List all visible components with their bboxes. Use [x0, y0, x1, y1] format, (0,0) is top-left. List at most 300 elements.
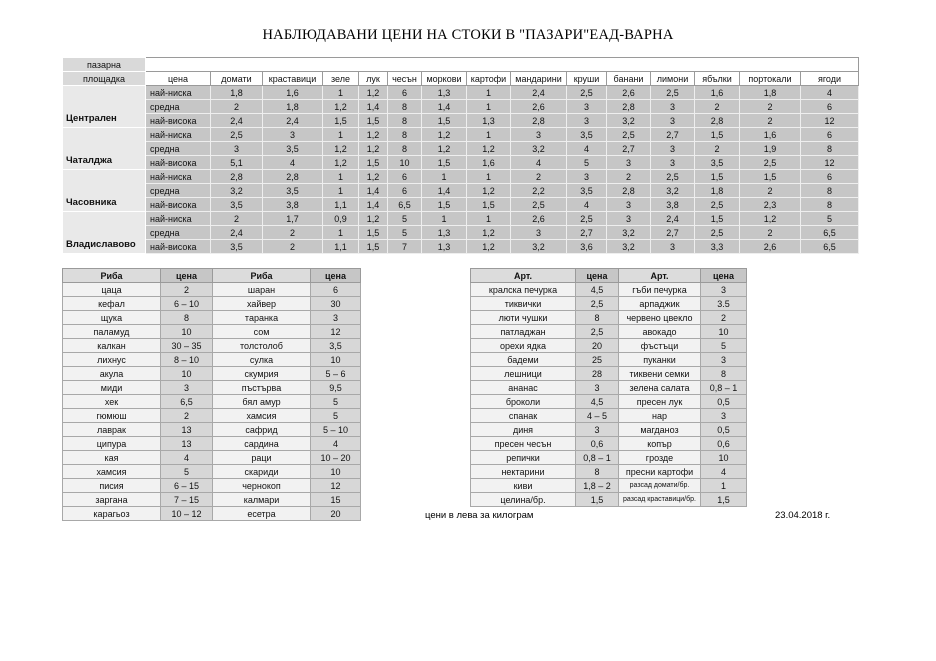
item-name: кралска печурка — [471, 283, 576, 297]
corner-header-line1: пазарна — [63, 58, 146, 72]
price-cell: 6 — [801, 170, 859, 184]
price-cell: 2,4 — [211, 226, 263, 240]
price-cell: 1 — [323, 226, 359, 240]
item-price: 3 — [576, 381, 619, 395]
item-name: спанак — [471, 409, 576, 423]
price-cell: 1,3 — [422, 226, 467, 240]
price-cell: 1,4 — [359, 198, 388, 212]
price-cell: 7 — [388, 240, 422, 254]
price-cell: 1 — [323, 170, 359, 184]
price-cell: 1,5 — [422, 114, 467, 128]
price-cell: 3,5 — [211, 198, 263, 212]
item-name: цаца — [63, 283, 161, 297]
item-name: толстолоб — [213, 339, 311, 353]
price-level: най-ниска — [146, 212, 211, 226]
price-cell: 2 — [263, 240, 323, 254]
price-cell: 1,5 — [740, 170, 801, 184]
item-price: 3.5 — [701, 297, 747, 311]
price-cell: 1 — [323, 184, 359, 198]
item-price: 10 — [311, 353, 361, 367]
subtable-header-item: Риба — [213, 269, 311, 283]
item-name: магданоз — [619, 423, 701, 437]
item-price: 4 — [701, 465, 747, 479]
price-cell: 1,3 — [422, 240, 467, 254]
fish-price-table — [62, 268, 361, 521]
item-name: калкан — [63, 339, 161, 353]
price-cell: 3,5 — [211, 240, 263, 254]
price-cell: 3,2 — [607, 240, 651, 254]
market-name: Централен — [63, 86, 146, 128]
price-cell: 1,2 — [359, 170, 388, 184]
price-cell: 6,5 — [388, 198, 422, 212]
item-name: кефал — [63, 297, 161, 311]
item-name: броколи — [471, 395, 576, 409]
price-level: средна — [146, 226, 211, 240]
price-cell: 2 — [740, 114, 801, 128]
item-price: 30 — [311, 297, 361, 311]
item-name: орехи ядка — [471, 339, 576, 353]
item-price: 4 – 5 — [576, 409, 619, 423]
price-cell: 4 — [511, 156, 567, 170]
price-cell: 8 — [801, 184, 859, 198]
price-level: най-висока — [146, 156, 211, 170]
item-price: 5 — [701, 339, 747, 353]
price-cell: 1 — [323, 128, 359, 142]
price-cell: 12 — [801, 114, 859, 128]
item-price: 3 — [311, 311, 361, 325]
price-cell: 1,2 — [359, 128, 388, 142]
item-name: хамсия — [213, 409, 311, 423]
item-price: 8 – 10 — [161, 353, 213, 367]
price-cell: 1,6 — [467, 156, 511, 170]
price-cell: 1,2 — [467, 226, 511, 240]
item-name: гъби печурка — [619, 283, 701, 297]
item-price: 13 — [161, 437, 213, 451]
column-header-product: моркови — [422, 72, 467, 86]
price-cell: 1,5 — [359, 226, 388, 240]
item-price: 0,5 — [701, 423, 747, 437]
item-name: зелена салата — [619, 381, 701, 395]
item-price: 20 — [576, 339, 619, 353]
item-name: фъстъци — [619, 339, 701, 353]
price-cell: 1,5 — [695, 212, 740, 226]
price-cell: 2,8 — [607, 100, 651, 114]
price-cell: 2,5 — [607, 128, 651, 142]
price-cell: 1,4 — [359, 184, 388, 198]
item-name: разсад краставици/бр. — [619, 493, 701, 507]
price-cell: 1 — [422, 212, 467, 226]
price-cell: 3 — [651, 240, 695, 254]
price-cell: 12 — [801, 156, 859, 170]
item-price: 10 — [161, 367, 213, 381]
price-cell: 1 — [323, 86, 359, 100]
price-cell: 2,8 — [607, 184, 651, 198]
item-name: пресен чесън — [471, 437, 576, 451]
price-cell: 2,6 — [607, 86, 651, 100]
price-cell: 1,2 — [467, 240, 511, 254]
item-name: тиквички — [471, 297, 576, 311]
price-cell: 3 — [567, 114, 607, 128]
item-name: диня — [471, 423, 576, 437]
item-price: 10 – 12 — [161, 507, 213, 521]
price-cell: 8 — [388, 128, 422, 142]
price-cell: 5 — [801, 212, 859, 226]
price-cell: 1,5 — [695, 128, 740, 142]
price-cell: 1,4 — [359, 100, 388, 114]
item-price: 4,5 — [576, 395, 619, 409]
item-price: 2,5 — [576, 325, 619, 339]
price-cell: 2,7 — [651, 128, 695, 142]
price-cell: 1,5 — [323, 114, 359, 128]
price-cell: 6,5 — [801, 240, 859, 254]
item-name: разсад домати/бр. — [619, 479, 701, 493]
item-price: 10 — [311, 465, 361, 479]
item-price: 2 — [161, 283, 213, 297]
price-cell: 1,5 — [359, 114, 388, 128]
item-name: копър — [619, 437, 701, 451]
price-cell: 4 — [567, 198, 607, 212]
price-cell: 1,8 — [263, 100, 323, 114]
item-price: 4 — [161, 451, 213, 465]
item-price: 8 — [576, 465, 619, 479]
price-cell: 3 — [651, 142, 695, 156]
price-cell: 2,8 — [263, 170, 323, 184]
price-cell: 3 — [651, 100, 695, 114]
item-name: сулка — [213, 353, 311, 367]
price-cell: 1,5 — [359, 240, 388, 254]
item-price: 6,5 — [161, 395, 213, 409]
price-cell: 1 — [422, 170, 467, 184]
price-cell: 6,5 — [801, 226, 859, 240]
item-name: нектарини — [471, 465, 576, 479]
price-level: средна — [146, 184, 211, 198]
report-date: 23.04.2018 г. — [775, 510, 831, 521]
price-cell: 2,5 — [567, 86, 607, 100]
price-cell: 2,5 — [695, 198, 740, 212]
item-price: 4,5 — [576, 283, 619, 297]
price-cell: 3,2 — [607, 226, 651, 240]
item-price: 5 — [311, 409, 361, 423]
price-cell: 5,1 — [211, 156, 263, 170]
price-cell: 6 — [801, 100, 859, 114]
item-name: пресен лук — [619, 395, 701, 409]
price-cell: 1 — [467, 212, 511, 226]
item-name: сафрид — [213, 423, 311, 437]
item-name: писия — [63, 479, 161, 493]
item-price: 2 — [161, 409, 213, 423]
item-price: 8 — [701, 367, 747, 381]
price-cell: 1,6 — [740, 128, 801, 142]
price-level: най-ниска — [146, 128, 211, 142]
market-name: Владиславово — [63, 212, 146, 254]
item-price: 3,5 — [311, 339, 361, 353]
item-price: 0,6 — [701, 437, 747, 451]
price-cell: 2 — [695, 100, 740, 114]
price-cell: 3 — [607, 198, 651, 212]
item-name: шаран — [213, 283, 311, 297]
item-price: 28 — [576, 367, 619, 381]
price-cell: 4 — [567, 142, 607, 156]
item-name: червено цвекло — [619, 311, 701, 325]
item-name: лешници — [471, 367, 576, 381]
main-price-table — [62, 57, 859, 254]
price-cell: 3,2 — [511, 142, 567, 156]
price-cell: 2 — [211, 212, 263, 226]
item-price: 3 — [701, 283, 747, 297]
price-cell: 1,9 — [740, 142, 801, 156]
price-cell: 2,5 — [211, 128, 263, 142]
price-cell: 1,2 — [467, 142, 511, 156]
item-price: 7 – 15 — [161, 493, 213, 507]
item-price: 5 – 6 — [311, 367, 361, 381]
price-cell: 1,2 — [323, 100, 359, 114]
price-level: най-ниска — [146, 170, 211, 184]
price-cell: 2,4 — [511, 86, 567, 100]
price-cell: 1,8 — [740, 86, 801, 100]
column-header-product: чесън — [388, 72, 422, 86]
item-name: грозде — [619, 451, 701, 465]
item-price: 5 — [311, 395, 361, 409]
price-cell: 1,5 — [359, 156, 388, 170]
item-price: 5 — [161, 465, 213, 479]
price-level: най-висока — [146, 198, 211, 212]
price-cell: 6 — [388, 86, 422, 100]
price-cell: 3 — [511, 226, 567, 240]
item-price: 1 — [701, 479, 747, 493]
price-cell: 5 — [388, 212, 422, 226]
price-cell: 2,5 — [695, 226, 740, 240]
item-price: 13 — [161, 423, 213, 437]
price-cell: 2,7 — [567, 226, 607, 240]
subtable-header-price: цена — [576, 269, 619, 283]
price-cell: 2,6 — [511, 212, 567, 226]
price-level: средна — [146, 142, 211, 156]
item-price: 10 — [701, 451, 747, 465]
column-header-product: ягоди — [801, 72, 859, 86]
item-name: сом — [213, 325, 311, 339]
item-name: лихнус — [63, 353, 161, 367]
item-name: хамсия — [63, 465, 161, 479]
price-cell: 2,3 — [740, 198, 801, 212]
price-cell: 2 — [211, 100, 263, 114]
item-price: 15 — [311, 493, 361, 507]
price-level: средна — [146, 100, 211, 114]
price-cell: 3 — [511, 128, 567, 142]
price-cell: 2 — [740, 100, 801, 114]
item-price: 8 — [161, 311, 213, 325]
price-cell: 3 — [651, 114, 695, 128]
item-name: люти чушки — [471, 311, 576, 325]
subtable-header-item: Арт. — [619, 269, 701, 283]
price-cell: 3 — [607, 212, 651, 226]
footer-note: цени в лева за килограм — [425, 510, 534, 521]
price-cell: 6 — [388, 184, 422, 198]
price-cell: 1,2 — [323, 142, 359, 156]
price-cell: 4 — [263, 156, 323, 170]
market-name: Чаталджа — [63, 128, 146, 170]
price-cell: 2 — [740, 184, 801, 198]
item-price: 3 — [701, 409, 747, 423]
price-cell: 3 — [263, 128, 323, 142]
price-cell: 2,8 — [695, 114, 740, 128]
price-level: най-висока — [146, 114, 211, 128]
price-cell: 3 — [567, 100, 607, 114]
item-name: есетра — [213, 507, 311, 521]
item-price: 3 — [701, 353, 747, 367]
price-cell: 8 — [388, 142, 422, 156]
price-cell: 1,5 — [422, 156, 467, 170]
price-cell: 1,2 — [740, 212, 801, 226]
price-cell: 2,8 — [211, 170, 263, 184]
price-cell: 1,2 — [422, 128, 467, 142]
item-price: 1,8 – 2 — [576, 479, 619, 493]
item-price: 12 — [311, 325, 361, 339]
price-cell: 5 — [388, 226, 422, 240]
price-cell: 1 — [467, 170, 511, 184]
item-price: 0,8 – 1 — [576, 451, 619, 465]
price-cell: 6 — [801, 128, 859, 142]
price-cell: 2,5 — [511, 198, 567, 212]
price-cell: 8 — [801, 198, 859, 212]
item-name: киви — [471, 479, 576, 493]
price-cell: 2,7 — [607, 142, 651, 156]
price-cell: 2,4 — [211, 114, 263, 128]
price-cell: 1,5 — [467, 198, 511, 212]
item-name: хайвер — [213, 297, 311, 311]
item-name: щука — [63, 311, 161, 325]
price-cell: 1,5 — [695, 170, 740, 184]
item-name: скумрия — [213, 367, 311, 381]
subtable-header-item: Риба — [63, 269, 161, 283]
item-name: скариди — [213, 465, 311, 479]
price-cell: 3,5 — [567, 128, 607, 142]
column-header-product: мандарини — [511, 72, 567, 86]
price-cell: 10 — [388, 156, 422, 170]
item-price: 6 – 15 — [161, 479, 213, 493]
price-cell: 3,8 — [651, 198, 695, 212]
price-cell: 1,5 — [422, 198, 467, 212]
item-price: 20 — [311, 507, 361, 521]
price-cell: 3 — [651, 156, 695, 170]
item-name: карагьоз — [63, 507, 161, 521]
price-cell: 1 — [467, 100, 511, 114]
price-cell: 1,2 — [359, 86, 388, 100]
price-cell: 5 — [567, 156, 607, 170]
price-cell: 2,4 — [263, 114, 323, 128]
price-cell: 3 — [607, 156, 651, 170]
item-name: акула — [63, 367, 161, 381]
price-cell: 3,2 — [651, 184, 695, 198]
subtable-header-price: цена — [311, 269, 361, 283]
price-cell: 1,6 — [695, 86, 740, 100]
price-cell: 2 — [511, 170, 567, 184]
corner-header-line2: площадка — [63, 72, 146, 86]
price-cell: 3,5 — [263, 142, 323, 156]
price-cell: 3,2 — [511, 240, 567, 254]
column-header-product: краставици — [263, 72, 323, 86]
item-name: раци — [213, 451, 311, 465]
item-price: 1,5 — [576, 493, 619, 507]
column-header-product: круши — [567, 72, 607, 86]
item-name: таранка — [213, 311, 311, 325]
price-cell: 1,2 — [467, 184, 511, 198]
item-price: 2,5 — [576, 297, 619, 311]
subtable-header-item: Арт. — [471, 269, 576, 283]
price-cell: 1,1 — [323, 198, 359, 212]
item-name: пуканки — [619, 353, 701, 367]
item-name: авокадо — [619, 325, 701, 339]
column-header-product: ябълки — [695, 72, 740, 86]
price-cell: 3,3 — [695, 240, 740, 254]
item-name: целина/бр. — [471, 493, 576, 507]
price-cell: 1,2 — [422, 142, 467, 156]
column-header-product: лук — [359, 72, 388, 86]
price-cell: 6 — [388, 170, 422, 184]
item-name: бадеми — [471, 353, 576, 367]
item-name: паламуд — [63, 325, 161, 339]
item-name: бял амур — [213, 395, 311, 409]
price-cell: 1 — [467, 86, 511, 100]
price-cell: 1,4 — [422, 100, 467, 114]
item-name: калмари — [213, 493, 311, 507]
price-cell: 2,4 — [651, 212, 695, 226]
price-cell: 1,8 — [695, 184, 740, 198]
price-cell: 3 — [567, 170, 607, 184]
item-price: 30 – 35 — [161, 339, 213, 353]
price-cell: 2,5 — [567, 212, 607, 226]
item-name: кая — [63, 451, 161, 465]
subtable-header-price: цена — [701, 269, 747, 283]
item-price: 0,8 – 1 — [701, 381, 747, 395]
item-price: 12 — [311, 479, 361, 493]
subtable-header-price: цена — [161, 269, 213, 283]
price-cell: 2 — [740, 226, 801, 240]
price-cell: 3 — [211, 142, 263, 156]
item-price: 3 — [576, 423, 619, 437]
item-name: нар — [619, 409, 701, 423]
price-cell: 8 — [388, 100, 422, 114]
item-price: 6 — [311, 283, 361, 297]
price-cell: 1,2 — [359, 212, 388, 226]
item-name: пъстърва — [213, 381, 311, 395]
price-cell: 3,8 — [263, 198, 323, 212]
price-cell: 1,8 — [211, 86, 263, 100]
column-header-price: цена — [146, 72, 211, 86]
page-title: НАБЛЮДАВАНИ ЦЕНИ НА СТОКИ В "ПАЗАРИ"ЕАД-ВАРНА — [262, 27, 674, 43]
price-cell: 3,5 — [567, 184, 607, 198]
price-cell: 2,8 — [511, 114, 567, 128]
price-cell: 2,6 — [740, 240, 801, 254]
item-price: 0,6 — [576, 437, 619, 451]
column-header-product: портокали — [740, 72, 801, 86]
item-price: 10 – 20 — [311, 451, 361, 465]
price-level: най-ниска — [146, 86, 211, 100]
price-cell: 1,7 — [263, 212, 323, 226]
price-cell: 0,9 — [323, 212, 359, 226]
item-price: 4 — [311, 437, 361, 451]
price-cell: 2,2 — [511, 184, 567, 198]
item-name: хек — [63, 395, 161, 409]
column-header-product: картофи — [467, 72, 511, 86]
art-price-table — [470, 268, 747, 507]
item-price: 9,5 — [311, 381, 361, 395]
item-name: гюмюш — [63, 409, 161, 423]
header-spacer — [146, 58, 859, 72]
item-name: заргана — [63, 493, 161, 507]
item-price: 3 — [161, 381, 213, 395]
item-name: ципура — [63, 437, 161, 451]
item-price: 10 — [161, 325, 213, 339]
